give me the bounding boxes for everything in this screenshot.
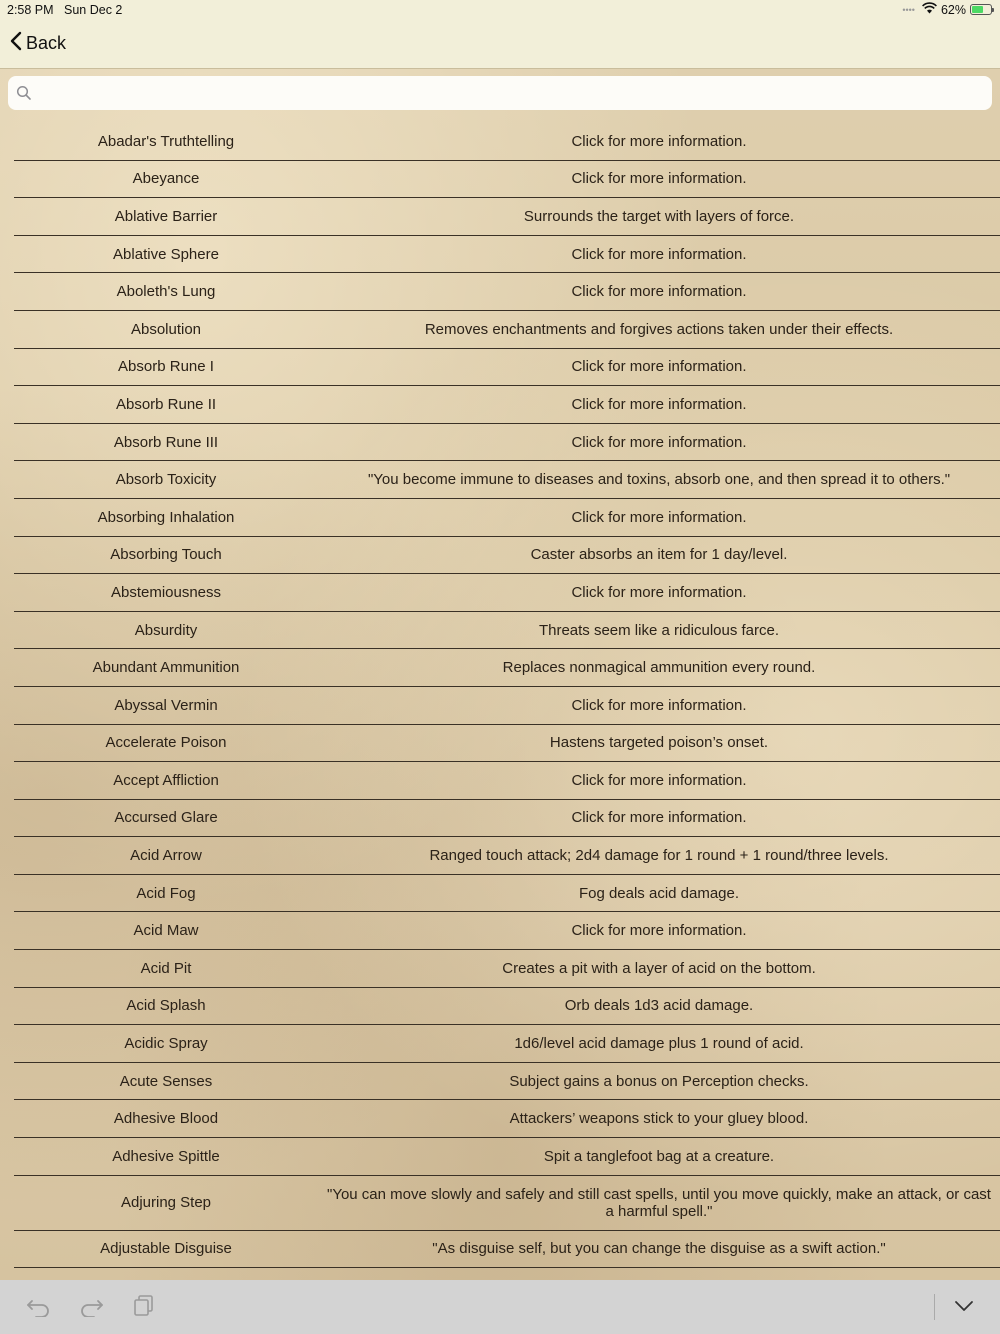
table-row[interactable] [14,273,1000,311]
spell-name: Ablative Barrier [114,207,218,225]
spell-description: Click for more information. [571,245,747,263]
spell-name: Absolution [130,320,202,338]
paste-icon[interactable] [134,1295,154,1322]
spell-name: Acid Fog [136,884,196,902]
spell-description: Click for more information. [571,170,747,188]
spell-description: Click for more information. [571,433,747,451]
spell-name: Absorb Rune I [118,358,214,376]
spell-description: Click for more information. [571,583,747,601]
spell-name: Adjustable Disguise [100,1240,232,1258]
chevron-down-icon[interactable] [954,1299,974,1318]
spell-name: Accept Affliction [113,771,219,789]
spell-name: Absorb Rune III [113,433,219,451]
spell-name: Abeyance [132,170,200,188]
spell-description: Click for more information. [571,395,747,413]
table-row[interactable] [14,1100,1000,1138]
spell-name: Absorbing Inhalation [97,508,235,526]
spell-name: Acid Arrow [130,847,202,865]
table-row[interactable] [14,461,1000,499]
table-row[interactable] [14,762,1000,800]
spell-name: Aboleth's Lung [116,283,216,301]
table-row[interactable] [14,499,1000,537]
spell-description: Attackers’ weapons stick to your gluey blood. [509,1110,809,1128]
spell-description: Subject gains a bonus on Perception checks. [509,1072,809,1090]
spell-name: Ablative Sphere [113,245,219,263]
spell-description: Click for more information. [571,358,747,376]
spell-name: Abyssal Vermin [114,696,218,714]
table-row[interactable] [14,725,1000,763]
back-label: Back [26,33,67,53]
toolbar-divider [934,1294,935,1320]
table-row[interactable] [14,950,1000,988]
chevron-left-icon [10,31,26,56]
spell-description: Click for more information. [571,508,747,526]
spell-description: Click for more information. [571,132,747,150]
search-input[interactable] [40,76,984,112]
table-row[interactable] [14,537,1000,575]
spell-name: Accursed Glare [114,809,218,827]
redo-icon[interactable] [78,1295,104,1322]
spell-table [14,123,1000,1268]
status-time: 2:58 PM [7,3,54,17]
spell-description: Click for more information. [571,696,747,714]
spell-description: "As disguise self, but you can change the disguise as a swift action." [432,1240,886,1258]
spell-name: Accelerate Poison [105,734,227,752]
spell-name: Acid Maw [133,922,199,940]
search-bar[interactable] [8,76,992,110]
spell-description: Fog deals acid damage. [578,884,740,902]
table-row[interactable] [14,912,1000,950]
navigation-bar [0,22,1000,69]
spell-name: Abadar's Truthtelling [97,132,235,150]
table-row[interactable] [14,800,1000,838]
table-row[interactable] [14,574,1000,612]
status-date: Sun Dec 2 [64,3,123,17]
spell-name: Abundant Ammunition [92,659,240,677]
spell-description: Removes enchantments and forgives actions taken under their effects. [424,320,894,338]
spell-name: Adhesive Spittle [112,1147,220,1165]
bottom-toolbar [0,1280,1000,1334]
spell-name: Absorb Toxicity [115,471,217,489]
battery-level [972,6,983,13]
spell-description: Click for more information. [571,771,747,789]
spell-name: Acidic Spray [124,1035,208,1053]
table-row[interactable] [14,311,1000,349]
spell-description: Spit a tanglefoot bag at a creature. [543,1147,775,1165]
spell-description: Click for more information. [571,809,747,827]
cellular-signal-icon: •••• [902,4,915,15]
spell-description: 1d6/level acid damage plus 1 round of acid. [514,1035,804,1053]
spell-description: Hastens targeted poison’s onset. [549,734,769,752]
back-button[interactable] [10,31,66,56]
spell-description: "You can move slowly and safely and still cast spells, until you move quickly, make an attack, or cast a harmful spell." [327,1185,991,1220]
table-row[interactable] [14,612,1000,650]
search-icon [16,85,32,106]
spell-name: Absurdity [134,621,198,639]
table-row[interactable] [14,424,1000,462]
table-row[interactable] [14,1025,1000,1063]
battery-percent: 62% [940,2,966,17]
spell-description: Click for more information. [571,922,747,940]
spell-description: Click for more information. [571,283,747,301]
spell-name: Adhesive Blood [113,1110,219,1128]
table-row[interactable] [14,161,1000,199]
status-indicators [902,2,992,17]
spell-name: Abstemiousness [110,583,222,601]
battery-icon [970,4,992,15]
spell-name: Acid Splash [126,997,206,1015]
spell-description: Orb deals 1d3 acid damage. [564,997,754,1015]
table-row[interactable] [14,236,1000,274]
table-row[interactable] [14,1176,1000,1231]
table-row[interactable] [14,1138,1000,1176]
spell-description: Ranged touch attack; 2d4 damage for 1 round + 1 round/three levels. [429,847,889,865]
status-bar [0,0,1000,22]
spell-name: Adjuring Step [120,1194,212,1212]
spell-description: Creates a pit with a layer of acid on the bottom. [502,959,816,977]
spell-name: Acute Senses [119,1072,213,1090]
spell-description: Threats seem like a ridiculous farce. [538,621,780,639]
table-row[interactable] [14,649,1000,687]
table-row[interactable] [14,837,1000,875]
spell-description: Surrounds the target with layers of force. [523,207,795,225]
spell-description: Replaces nonmagical ammunition every round. [502,659,816,677]
spell-description: Caster absorbs an item for 1 day/level. [530,546,788,564]
table-row[interactable] [14,198,1000,236]
wifi-icon [922,2,937,17]
table-row[interactable] [14,386,1000,424]
table-row[interactable] [14,123,1000,161]
spell-list-view[interactable] [0,69,1000,1280]
spell-description: "You become immune to diseases and toxins, absorb one, and then spread it to others." [367,471,951,489]
table-row[interactable] [14,1231,1000,1269]
table-row[interactable] [14,988,1000,1026]
undo-icon[interactable] [26,1295,52,1322]
spell-name: Absorb Rune II [115,395,217,413]
table-row[interactable] [14,1063,1000,1101]
spell-name: Absorbing Touch [110,546,222,564]
spell-name: Acid Pit [140,959,192,977]
table-row[interactable] [14,349,1000,387]
table-row[interactable] [14,875,1000,913]
table-row[interactable] [14,687,1000,725]
